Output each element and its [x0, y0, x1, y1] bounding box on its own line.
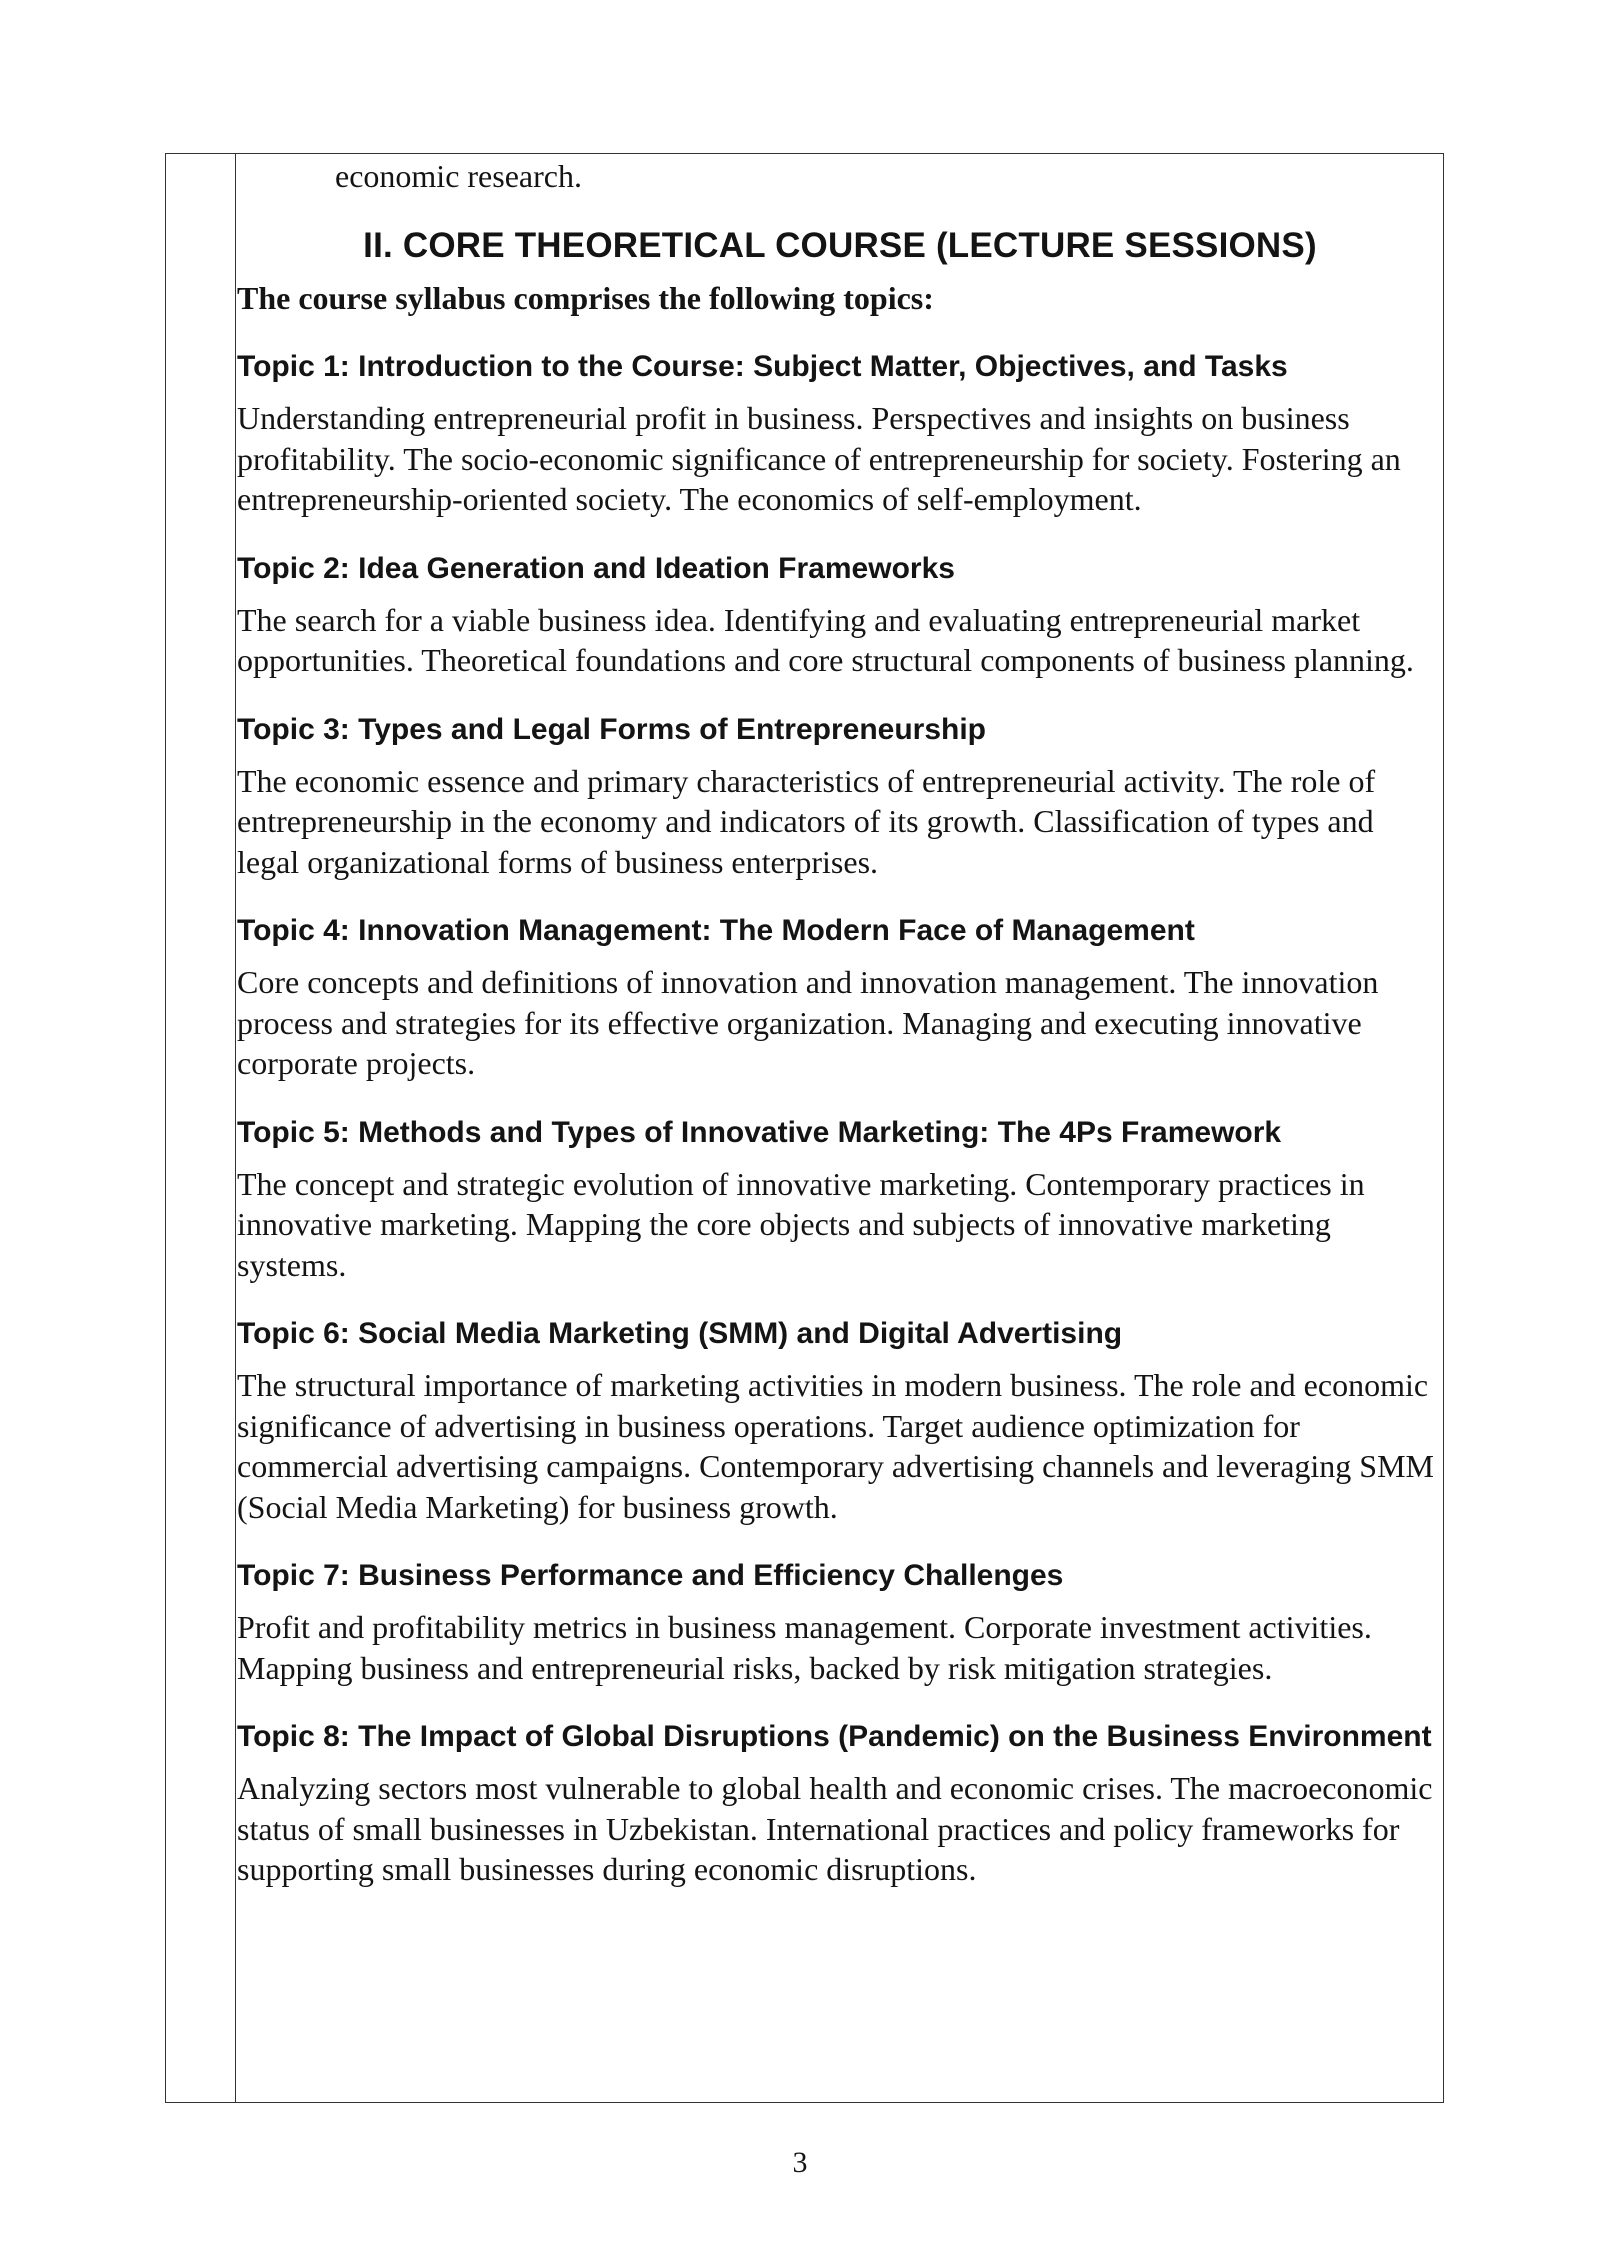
topic-title: Topic 3: Types and Legal Forms of Entrepreneurship	[237, 712, 987, 746]
topic-title: Topic 1: Introduction to the Course: Subject Matter, Objectives, and Tasks	[237, 350, 1288, 383]
topic-6	[237, 1315, 1443, 1527]
topic-1	[237, 348, 1443, 520]
topic-title: Topic 4: Innovation Management: The Modern Face of Management	[237, 914, 1195, 947]
topic-3	[237, 711, 1443, 883]
section-heading: II. CORE THEORETICAL COURSE (LECTURE SESSIONS)	[363, 226, 1317, 265]
topic-title: Topic 2: Idea Generation and Ideation Frameworks	[237, 551, 955, 585]
topic-5	[237, 1114, 1443, 1286]
table-left-column	[166, 154, 236, 2102]
topic-body: Profit and profitability metrics in business management. Corporate investment activities. Mapping business and entrepreneurial risks, backed by risk mitigation strategies.	[237, 1609, 1372, 1686]
table-content-cell	[236, 154, 1443, 2102]
topic-body: The search for a viable business idea. Identifying and evaluating entrepreneurial market opportunities. Theoretical foundations and core structural components of business planning.	[237, 601, 1414, 678]
section-intro: The course syllabus comprises the following topics:	[237, 280, 934, 316]
topic-2	[237, 550, 1443, 681]
topic-body: The concept and strategic evolution of innovative marketing. Contemporary practices in innovative marketing. Mapping the core objects and subjects of innovative marketing systems.	[237, 1165, 1365, 1283]
topic-title: Topic 7: Business Performance and Efficiency Challenges	[237, 1559, 1064, 1592]
syllabus-table	[165, 153, 1444, 2103]
topic-4	[237, 912, 1443, 1084]
continuation-text: economic research.	[335, 158, 582, 194]
topic-body: The economic essence and primary characteristics of entrepreneurial activity. The role of entrepreneurship in the economy and indicators of its growth. Classification of types and legal organizational forms of business enterprises.	[237, 762, 1376, 880]
topic-body: Understanding entrepreneurial profit in business. Perspectives and insights on business profitability. The socio-economic significance of entrepreneurship for society. Fostering an entrepreneurship-oriented society. The economics of self-employment.	[237, 400, 1401, 517]
topic-title: Topic 5: Methods and Types of Innovative Marketing: The 4Ps Framework	[237, 1115, 1282, 1149]
topic-8	[237, 1718, 1443, 1890]
topic-title: Topic 8: The Impact of Global Disruptions (Pandemic) on the Business Environment	[237, 1720, 1432, 1753]
topic-body: The structural importance of marketing activities in modern business. The role and economic significance of advertising in business operations. Target audience optimization for commercial advertising campaigns. Contemporary advertising channels and leveraging SMM (Social Media Marketing) for business growth.	[237, 1367, 1434, 1525]
topic-body: Analyzing sectors most vulnerable to global health and economic crises. The macroeconomic status of small businesses in Uzbekistan. International practices and policy frameworks for supporting small businesses during economic disruptions.	[237, 1770, 1433, 1887]
topic-title: Topic 6: Social Media Marketing (SMM) and Digital Advertising	[237, 1317, 1123, 1350]
page-number: 3	[792, 2146, 808, 2179]
topic-body: Core concepts and definitions of innovation and innovation management. The innovation process and strategies for its effective organization. Managing and executing innovative corporate projects.	[237, 964, 1379, 1081]
topic-7	[237, 1557, 1443, 1688]
